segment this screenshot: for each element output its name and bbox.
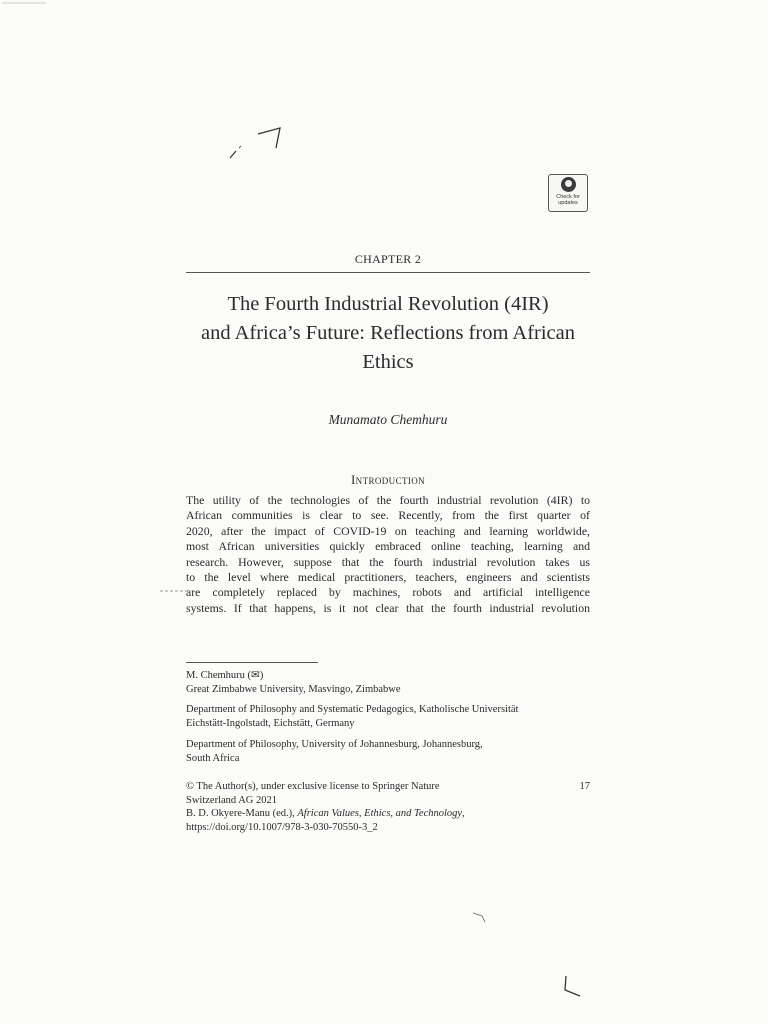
- section-heading: Introduction: [350, 472, 426, 487]
- body-paragraph: [186, 493, 590, 616]
- chapter-rule: [186, 272, 590, 273]
- affiliation-author: M. Chemhuru (✉): [186, 670, 264, 681]
- scan-speck: [470, 910, 490, 926]
- footnote-rule: [186, 662, 318, 663]
- body-line: The utility of the technologies of the fourth industrial revolution (4IR) to: [186, 493, 590, 507]
- badge-line-2: updates: [558, 200, 578, 206]
- body-line: are completely replaced by machines, robots and artificial intelligence: [186, 585, 590, 600]
- crossmark-icon: [561, 177, 576, 192]
- affiliation-3-line-1: Department of Philosophy, University of Johannesburg, Johannesburg,: [186, 739, 483, 750]
- affiliation-3-block: [186, 738, 590, 765]
- affiliation-2-block: [186, 703, 590, 730]
- doi-link[interactable]: https://doi.org/10.1007/978-3-030-70550-3_2: [186, 821, 378, 833]
- copyright-block: [186, 780, 590, 834]
- citation-comma: ,: [462, 808, 465, 819]
- title-line-3: Ethics: [362, 351, 414, 373]
- chapter-title: [170, 290, 606, 377]
- citation-line: [186, 807, 590, 821]
- author-affiliation-block: [186, 669, 590, 696]
- author-name: Munamato Chemhuru: [328, 412, 448, 427]
- title-line-1: The Fourth Industrial Revolution (4IR): [227, 293, 549, 315]
- check-for-updates-badge[interactable]: [548, 174, 588, 212]
- copyright-line-1: © The Author(s), under exclusive license to Springer Nature: [186, 781, 440, 792]
- book-title: African Values, Ethics, and Technology: [297, 808, 463, 819]
- citation-editor: B. D. Okyere-Manu (ed.),: [186, 808, 298, 819]
- title-line-2: and Africa’s Future: Reflections from African: [200, 322, 575, 344]
- body-line: 2020, after the impact of COVID-19 on teaching and learning worldwide,: [186, 523, 590, 538]
- affiliation-3-line-2: South Africa: [186, 752, 240, 764]
- scan-corner-mark: [0, 0, 50, 8]
- affiliation-2-line-1: Department of Philosophy and Systematic Pedagogics, Katholische Universität: [186, 704, 519, 715]
- copyright-line-2: Switzerland AG 2021: [186, 794, 277, 806]
- body-line: to the level where medical practitioners, teachers, engineers and scientists: [186, 570, 590, 585]
- chapter-label: CHAPTER 2: [354, 252, 422, 266]
- handwritten-mark-top: [222, 118, 292, 164]
- body-line: research. However, suppose that the fourth industrial revolution takes us: [186, 554, 590, 569]
- affiliation-2-line-2: Eichstätt-Ingolstadt, Eichstätt, Germany: [186, 717, 355, 729]
- body-line: systems. If that happens, is it not clear that the fourth industrial revolution: [186, 600, 590, 615]
- badge-line-1: Check for: [556, 194, 580, 200]
- handwritten-mark-bottom: [560, 972, 590, 1002]
- body-line: African communities is clear to see. Recently, from the first quarter of: [186, 508, 590, 523]
- affiliation-1: Great Zimbabwe University, Masvingo, Zimbabwe: [186, 683, 401, 695]
- body-line: most African universities quickly embraced online teaching, learning and: [186, 539, 590, 554]
- page-number: 17: [579, 781, 590, 792]
